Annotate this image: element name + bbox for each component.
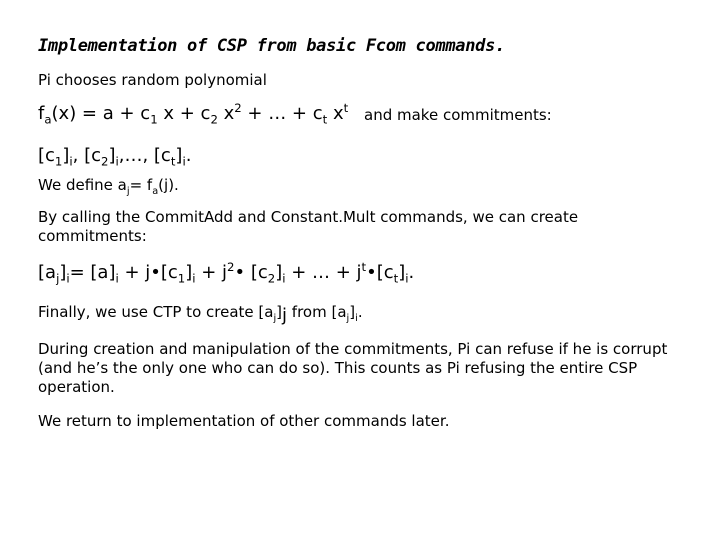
during-paragraph: During creation and manipulation of the commitments, Pi can refuse if he is corrupt (and he’s the only one who can do so). This counts as Pi refusing the entire CSP operation.: [38, 340, 668, 396]
commitment-list: $[c_1]_i$, $[c_2]_i,\dots$, $[c_t]_i$.: [38, 145, 192, 169]
finally-line: Finally, we use CTP to create $[a_j]_j$ from $[a_j]_i$.: [38, 303, 363, 326]
commitments-label: and make commitments:: [364, 106, 552, 124]
return-line: We return to implementation of other commands later.: [38, 412, 450, 430]
polynomial-formula: $f_a(x) = a + c_1$ $x + c_2$ $x^2$ + … + $c_t$ $x^t$: [38, 101, 349, 127]
commitment-equation: $[a_j]_i= [a]_i$ + $j•[c_1]_i$ + $j^2•$ $[c_2]_i$ + … + $j^t•[c_t]_i$.: [38, 260, 415, 286]
calling-paragraph: By calling the CommitAdd and Constant.Mult commands, we can create commitments:: [38, 208, 579, 245]
intro-line: Pi chooses random polynomial: [38, 71, 267, 89]
definition-line: We define $a_j= f_a(j)$.: [38, 176, 179, 197]
slide-title: Implementation of CSP from basic Fcom commands.: [38, 36, 505, 56]
